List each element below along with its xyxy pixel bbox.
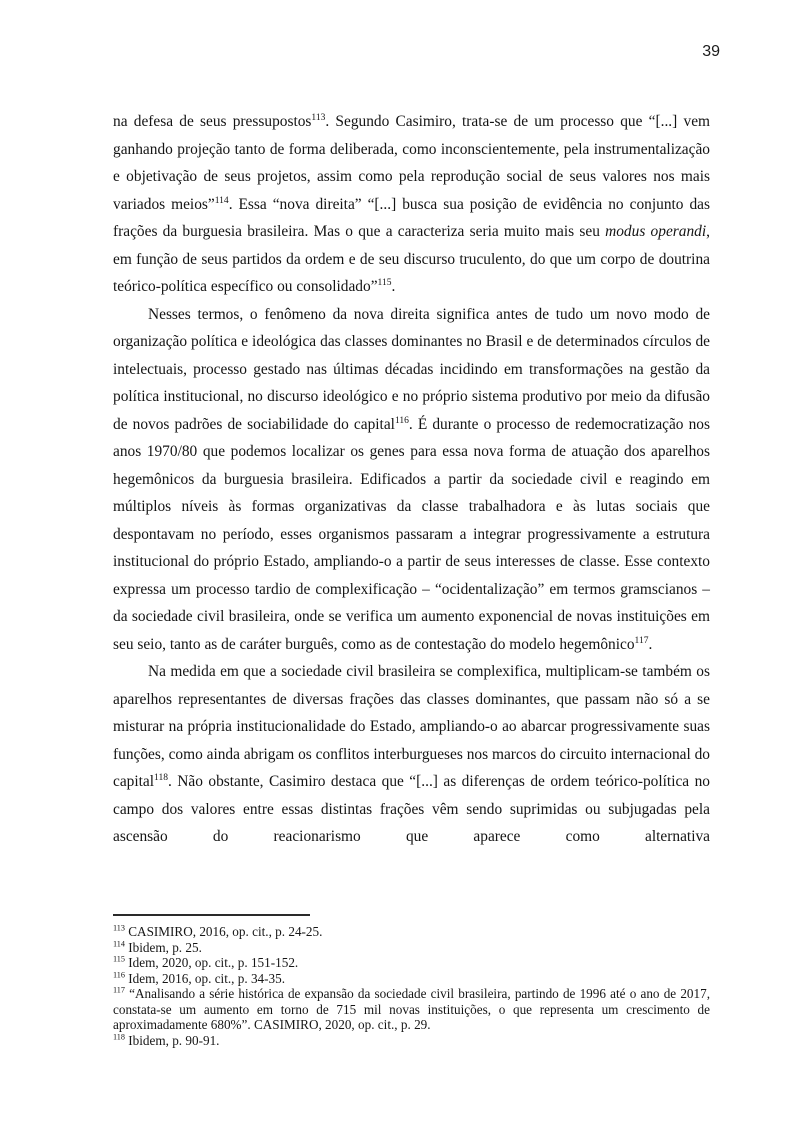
paragraph bbox=[113, 108, 710, 301]
footnotes-list bbox=[113, 924, 710, 1048]
footnote-number: 116 bbox=[113, 970, 125, 980]
text-run: . bbox=[648, 635, 653, 653]
footnote-number: 115 bbox=[113, 954, 125, 964]
footnote-reference: 117 bbox=[634, 634, 649, 646]
footnote-reference: 118 bbox=[154, 771, 168, 783]
footnote: $^{113}$ CASIMIRO, 2016, op. cit., p. 24-25. bbox=[113, 923, 323, 939]
text-run: , em função de seus partidos da ordem e de seu discurso truculento, do que um corpo de doutrina teórico-política específico ou consolidado” bbox=[113, 223, 710, 295]
paragraph bbox=[113, 301, 710, 659]
footnote-number: 118 bbox=[113, 1032, 125, 1042]
text-run: . Segundo Casimiro, trata-se de um processo que “[...] vem ganhando projeção tanto de forma deliberada, como inconscientemente, pela instrumentalização e objetivação de seus projetos, assim como pela reprodução social de seus valores nos mais variados meios” bbox=[113, 113, 710, 213]
paragraph bbox=[113, 658, 710, 851]
footnote-separator bbox=[113, 914, 310, 916]
footnote: $^{116}$ Idem, 2016, op. cit., p. 34-35. bbox=[113, 970, 286, 986]
footnote-number: 114 bbox=[113, 939, 125, 949]
footnote-reference: 116 bbox=[394, 414, 409, 426]
text-run: Na medida em que a sociedade civil brasileira se complexifica, multiplicam-se também os aparelhos representantes de diversas frações das classes dominantes, que passam não só a se misturar na própria institucionalidade do Estado, ampliando-o ao abarcar progressivamente suas funções, como ainda abrigam os conflitos interburgueses nos marcos do circuito internacional do capital bbox=[113, 663, 710, 790]
italic-text: modus operandi bbox=[605, 223, 707, 240]
footnotes-section bbox=[113, 914, 710, 1048]
footnote-reference: 113 bbox=[311, 111, 326, 123]
footnote: $^{115}$ Idem, 2020, op. cit., p. 151-152. bbox=[113, 954, 299, 970]
footnote: $^{114}$ Ibidem, p. 25. bbox=[113, 939, 202, 955]
text-run: . É durante o processo de redemocratização nos anos 1970/80 que podemos localizar os genes para essa nova forma de atuação dos aparelhos hegemônicos da burguesia brasileira. Edificados a partir da sociedade civil e reagindo em múltiplos níveis às formas organizativas da classe trabalhadora e às lutas sociais que despontavam no período, esses organismos passaram a integrar progressivamente a estrutura institucional do próprio Estado, ampliando-o a partir de seus interesses de classe. Esse contexto expressa um processo tardio de complexificação – “ocidentalização” em termos gramscianos – da sociedade civil brasileira, onde se verifica um aumento exponencial de novas instituições em seu seio, tanto as de caráter burguês, como as de contestação do modelo hegemônico bbox=[113, 415, 710, 653]
footnote: $^{118}$ Ibidem, p. 90-91. bbox=[113, 1032, 220, 1048]
text-run: Nesses termos, o fenômeno da nova direita significa antes de tudo um novo modo de organização política e ideológica das classes dominantes no Brasil e de determinados círculos de intelectuais, processo gestado nas últimas décadas incidindo em transformações na gestão da política institucional, no discurso ideológico e no próprio sistema produtivo por meio da difusão de novos padrões de sociabilidade do capital bbox=[113, 305, 710, 433]
body-text bbox=[113, 108, 710, 851]
footnote-reference: 115 bbox=[377, 276, 392, 288]
footnote-number: 113 bbox=[113, 923, 125, 933]
text-run: . Não obstante, Casimiro destaca que “[...] as diferenças de ordem teórico-política no campo dos valores entre essas distintas frações vêm sendo suprimidas ou subjugadas pela ascensão do reacionarismo que aparece como alternativa bbox=[113, 773, 710, 845]
text-run: . bbox=[391, 278, 396, 295]
page-number: 39 bbox=[702, 43, 720, 60]
text-run: . Essa “nova direita” “[...] busca sua posição de evidência no conjunto das frações da burguesia brasileira. Mas o que a caracteriza seria muito mais seu bbox=[113, 195, 710, 240]
footnote-number: 117 bbox=[113, 985, 125, 995]
footnote: $^{117}$ “Analisando a série histórica de expansão da sociedade civil brasileira, partindo de 1996 até o ano de 2017, constata-se um aumento em torno de 715 mil novas instituições, o que representa um crescimento de aproximadamente 680%”. CASIMIRO, 2020, op. cit., p. 29. bbox=[113, 985, 710, 1032]
text-run: na defesa de seus pressupostos bbox=[113, 113, 312, 130]
footnote-reference: 114 bbox=[214, 194, 229, 206]
